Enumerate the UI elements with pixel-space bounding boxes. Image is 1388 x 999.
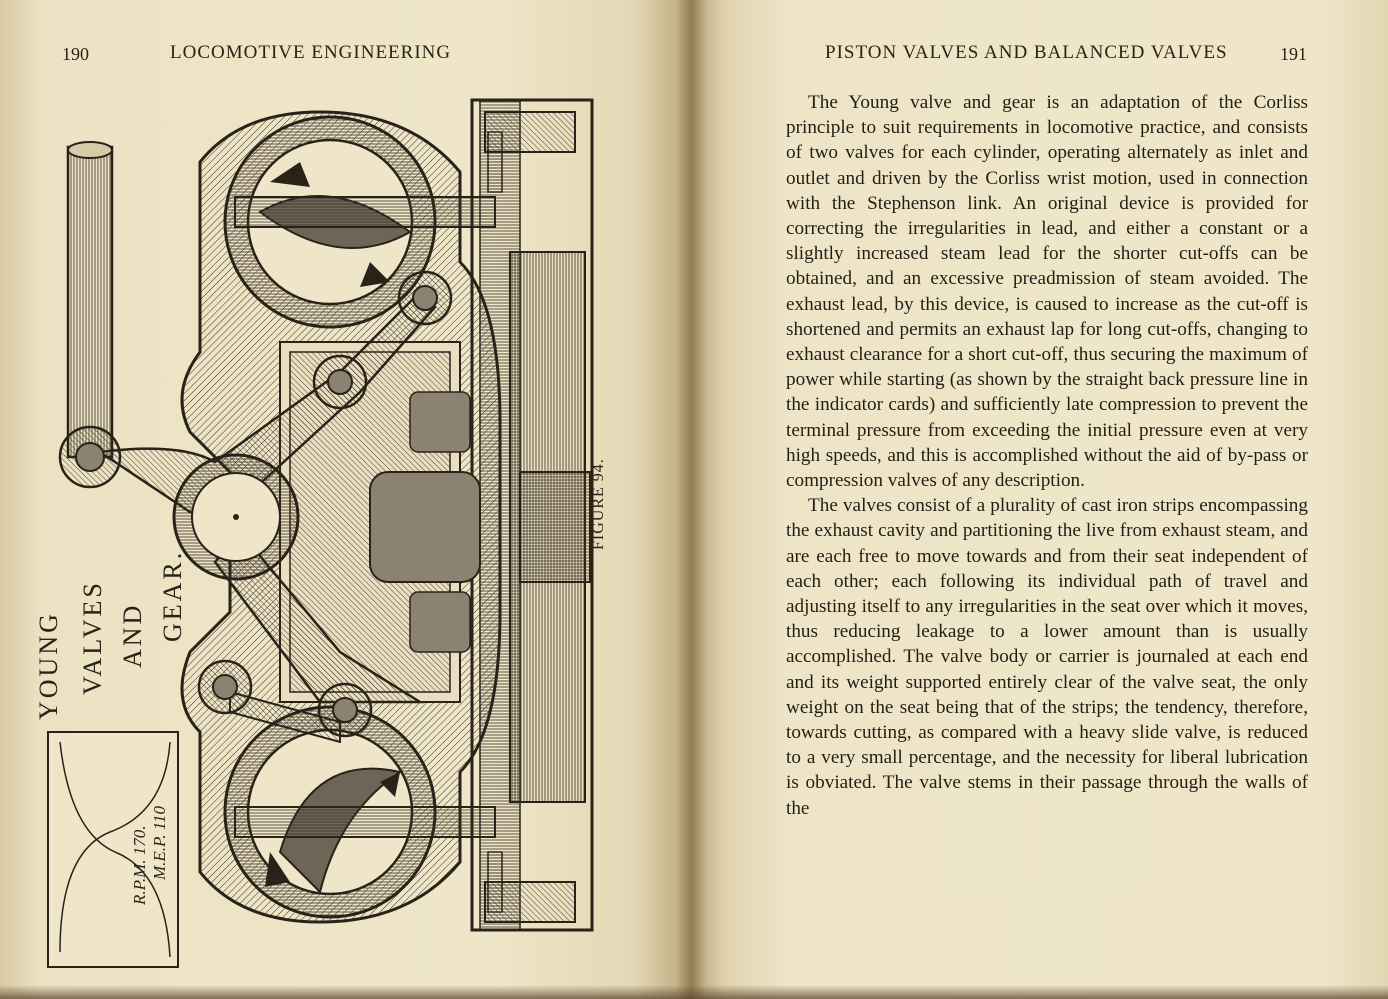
paragraph-2: The valves consist of a plurality of cast iron strips encompassing the exhaust cavity and partitioning the live from exhaust steam, and are each free to move towards and from their seat independent of each other; each following its individual path of travel and adjusting itself to any irregularities in the seat over which it moves, thus reducing leakage to a lower amount than is usually accomplished. The valve body or carrier is journaled at each end and its weight supported entirely clear of the valve seat, the only weight on the seat being that of the strips; the tendency, therefore, towards cutting, as compared with a heavy slide valve, is reduced to a very small percentage, and the necessity for liberal lubrication is obviated. The valve stems in their passage through the walls of the bbox=[786, 495, 1308, 819]
left-running-head: LOCOMOTIVE ENGINEERING bbox=[170, 42, 452, 63]
paragraph-1: The Young valve and gear is an adaptation of the Corliss principle to suit requirements in locomotive practice, and consists of two valves for each cylinder, operating alternately as inlet and outlet and driven by the Corliss wrist motion, used in connection with the Stephenson link. An original device is provided for correcting the irregularities in lead, and either a constant or a slightly increased steam lead for the shorter cut-offs can be obtained, and an excessive preadmission of steam avoided. The exhaust lead, by this device, is caused to increase as the cut-off is shortened and permits an exhaust lap for long cut-offs, changing to exhaust clearance for a short cut-off, thus securing the maximum of power while starting (as shown by the straight back pressure line in the indicator cards) and sufficiently late compression to prevent the terminal pressure from exceeding the initial pressure even at very high speeds, and this is accomplished without the aid of by-pass or compression valves of any description. bbox=[786, 92, 1308, 492]
book-gutter bbox=[676, 0, 706, 999]
indicator-mep: M.E.P. 110 bbox=[150, 806, 169, 880]
body-text bbox=[786, 90, 1308, 821]
caption-line-1: YOUNG bbox=[34, 611, 63, 720]
left-page bbox=[0, 0, 690, 999]
right-running-head: PISTON VALVES AND BALANCED VALVES bbox=[825, 42, 1228, 63]
caption-line-2: VALVES bbox=[78, 580, 107, 695]
indicator-rpm: R.P.M. 170. bbox=[130, 825, 149, 905]
caption-line-3: AND bbox=[118, 602, 147, 668]
caption-line-4: GEAR. bbox=[158, 549, 187, 642]
figure-label: FIGURE 94. bbox=[590, 458, 607, 550]
right-page bbox=[690, 0, 1388, 999]
right-page-number: 191 bbox=[1280, 44, 1307, 64]
page-bottom-edge bbox=[0, 985, 1388, 999]
young-valve-engraving bbox=[40, 92, 600, 982]
left-page-number: 190 bbox=[62, 44, 89, 64]
drive-rod bbox=[68, 142, 112, 457]
